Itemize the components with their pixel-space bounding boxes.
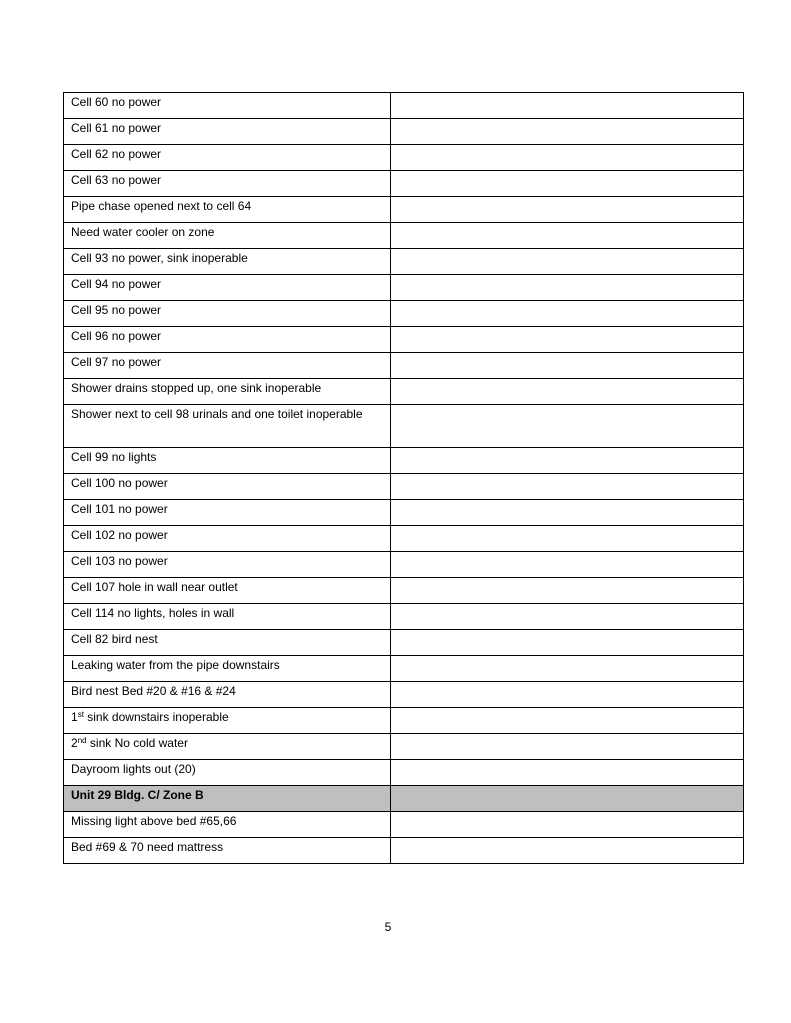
issue-cell: Need water cooler on zone [64,223,391,249]
issue-cell: Cell 62 no power [64,145,391,171]
table-row [64,474,744,500]
issue-cell: Cell 103 no power [64,552,391,578]
issue-cell: Cell 61 no power [64,119,391,145]
page-number: 5 [384,920,392,934]
table-row [64,275,744,301]
status-cell [391,734,744,760]
table-row [64,327,744,353]
status-cell [391,552,744,578]
issue-cell: Pipe chase opened next to cell 64 [64,197,391,223]
issue-cell [64,734,391,760]
table-row [64,379,744,405]
table-row [64,578,744,604]
status-cell [391,708,744,734]
issue-cell: Leaking water from the pipe downstairs [64,656,391,682]
status-cell [391,327,744,353]
status-cell [391,474,744,500]
status-cell [391,171,744,197]
status-cell [391,682,744,708]
table-row [64,760,744,786]
table-row [64,171,744,197]
issue-cell [64,708,391,734]
issue-cell: Cell 101 no power [64,500,391,526]
status-cell [391,249,744,275]
issue-cell: Cell 95 no power [64,301,391,327]
table-row [64,301,744,327]
issue-cell: Cell 102 no power [64,526,391,552]
issue-cell: Cell 63 no power [64,171,391,197]
issue-cell: Cell 82 bird nest [64,630,391,656]
status-cell [391,353,744,379]
issue-cell: Missing light above bed #65,66 [64,812,391,838]
status-cell [391,119,744,145]
status-cell [391,760,744,786]
status-cell [391,145,744,171]
table-row [64,604,744,630]
table-row [64,353,744,379]
table-row [64,405,744,448]
status-cell [391,812,744,838]
status-cell [391,275,744,301]
maintenance-issues-table [63,92,744,864]
issue-cell: Bird nest Bed #20 & #16 & #24 [64,682,391,708]
issue-cell: Cell 97 no power [64,353,391,379]
ordinal-suffix: st [77,710,84,719]
ordinal-number: 1 [71,710,78,724]
table-row [64,119,744,145]
issue-cell: Cell 100 no power [64,474,391,500]
section-header-row [64,786,744,812]
status-cell [391,405,744,448]
table-row [64,734,744,760]
issue-text: sink No cold water [86,736,188,750]
issue-cell: Cell 107 hole in wall near outlet [64,578,391,604]
section-header-cell: Unit 29 Bldg. C/ Zone B [64,786,391,812]
status-cell [391,223,744,249]
table-row [64,656,744,682]
ordinal-number: 2 [71,736,78,750]
status-cell [391,656,744,682]
status-cell [391,838,744,864]
issue-cell: Cell 114 no lights, holes in wall [64,604,391,630]
status-cell [391,604,744,630]
status-cell [391,500,744,526]
status-cell [391,379,744,405]
status-cell [391,526,744,552]
section-header-blank-cell [391,786,744,812]
status-cell [391,448,744,474]
status-cell [391,301,744,327]
table-row [64,223,744,249]
issue-cell: Shower drains stopped up, one sink inoperable [64,379,391,405]
table-row [64,682,744,708]
table-row [64,500,744,526]
table-row [64,838,744,864]
issue-cell: Shower next to cell 98 urinals and one toilet inoperable [64,405,391,448]
status-cell [391,630,744,656]
table-row [64,630,744,656]
issue-cell: Bed #69 & 70 need mattress [64,838,391,864]
issue-cell: Cell 60 no power [64,93,391,119]
table-row [64,145,744,171]
table-row [64,448,744,474]
issue-cell: Cell 99 no lights [64,448,391,474]
issue-cell: Cell 94 no power [64,275,391,301]
table-row [64,93,744,119]
issue-cell: Cell 93 no power, sink inoperable [64,249,391,275]
issue-cell: Cell 96 no power [64,327,391,353]
table-row [64,552,744,578]
table-row [64,526,744,552]
issue-cell: Dayroom lights out (20) [64,760,391,786]
table-row [64,197,744,223]
issue-text: sink downstairs inoperable [83,710,229,724]
status-cell [391,578,744,604]
table-row [64,249,744,275]
table-row [64,812,744,838]
status-cell [391,93,744,119]
ordinal-suffix: nd [77,736,87,745]
table-row [64,708,744,734]
status-cell [391,197,744,223]
